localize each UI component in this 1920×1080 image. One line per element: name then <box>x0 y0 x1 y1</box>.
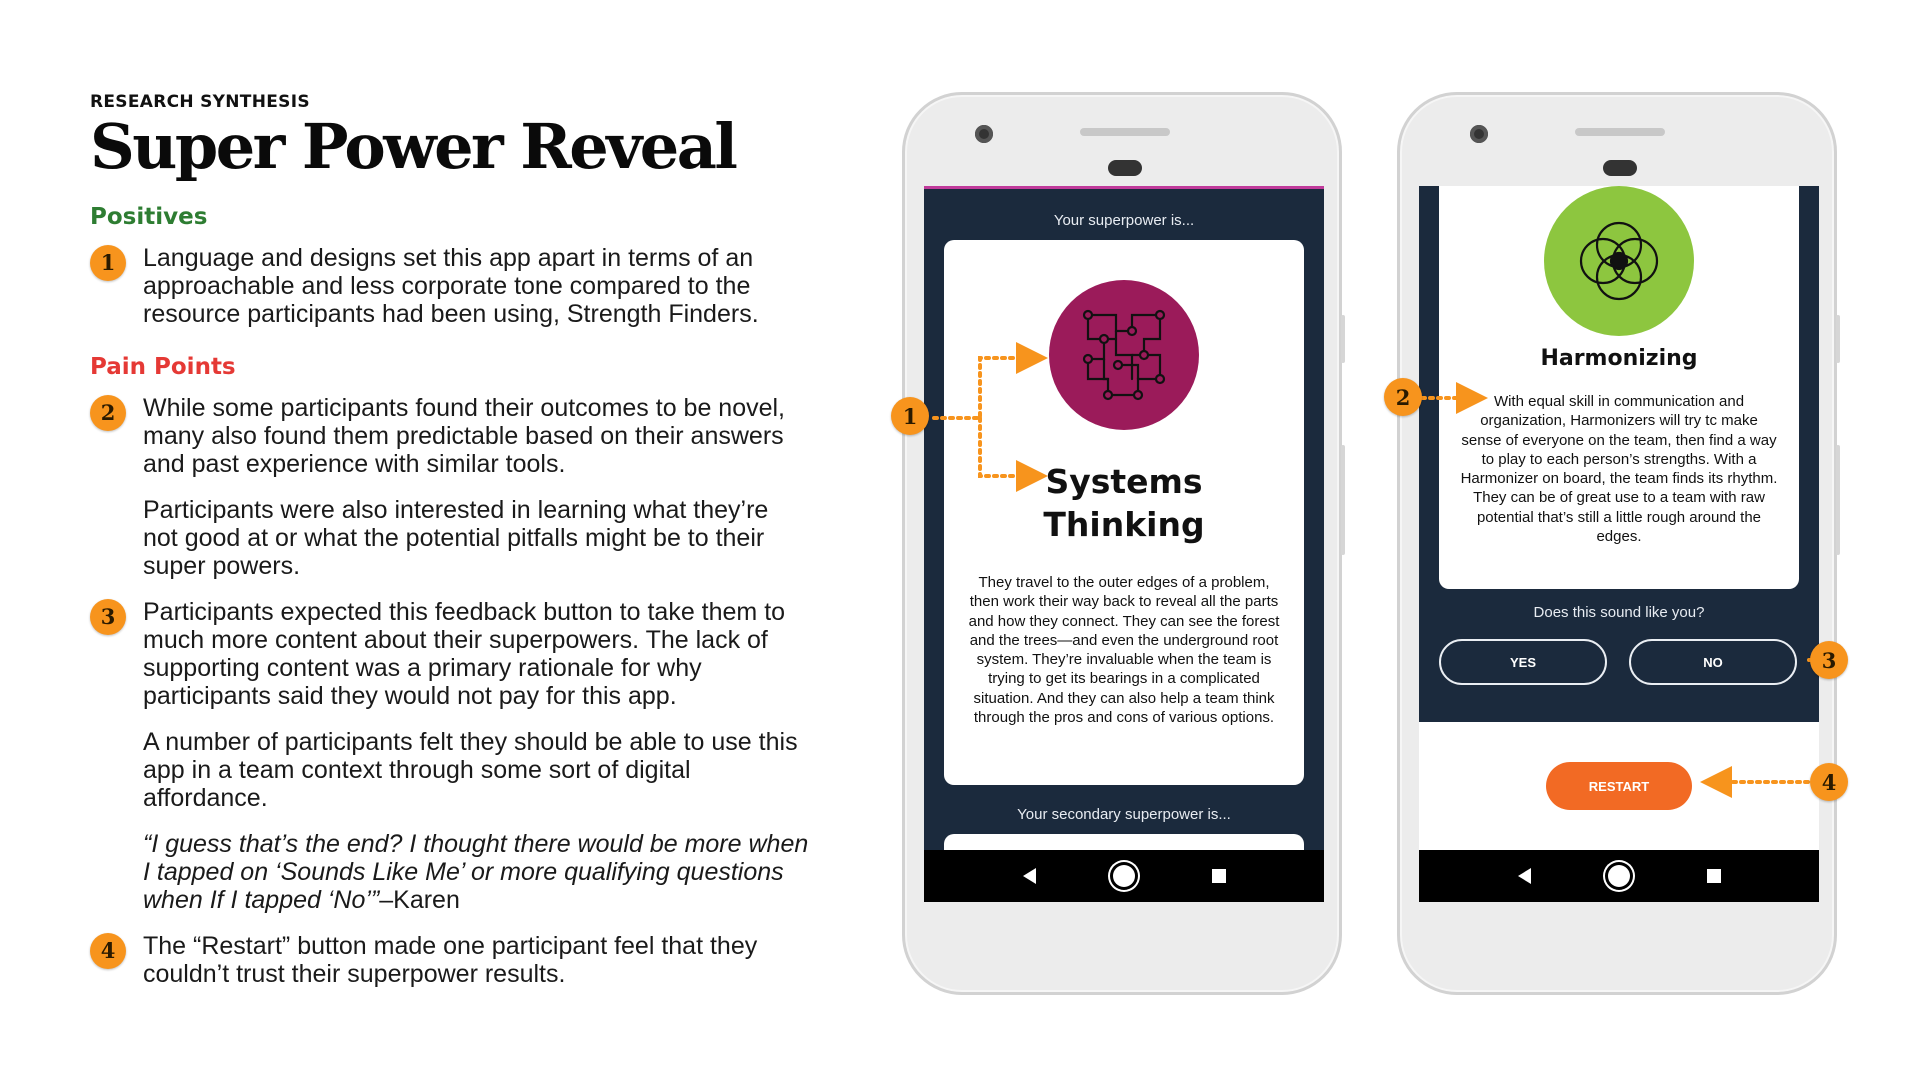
pain-point-item-3-followup <box>90 728 810 812</box>
no-button[interactable]: NO <box>1629 639 1797 685</box>
pain-point-item-2 <box>90 394 810 478</box>
restart-button[interactable]: RESTART <box>1546 762 1692 810</box>
superpower-description: They travel to the outer edges of a problem, then work their way back to reveal all the parts and how they connect. They can see the forest and the trees—and even the underground root system. They’re invaluable when the team is trying to get its bearings in a complicated situation. And they can also help a team think through the pros and cons of various options. <box>968 574 1280 727</box>
camera-icon <box>975 125 993 143</box>
callout-badge-4: 4 <box>1810 763 1848 801</box>
eyebrow: RESEARCH SYNTHESIS <box>90 92 310 112</box>
android-nav-bar <box>924 850 1324 902</box>
item-text: A number of participants felt they should be able to use this app in a team context through some sort of digital affordance. <box>143 728 798 812</box>
superpower-description: With equal skill in communication and organization, Harmonizers will try tc make sense of everyone on the team, then find a way to play to each person’s strengths. With a Harmonizer on board, the team finds its rhythm. They can be of great use to a team with raw potential that’s still a little rough around the edges. <box>1460 393 1778 546</box>
page-title: Super Power Reveal <box>90 110 736 183</box>
recents-icon[interactable] <box>1212 869 1226 883</box>
pain-point-item-4 <box>90 932 810 988</box>
pain-point-item-2-followup <box>90 496 810 580</box>
number-badge: 3 <box>90 599 126 635</box>
speaker-grille <box>1080 128 1170 136</box>
home-icon[interactable] <box>1608 865 1630 887</box>
participant-quote <box>90 830 810 914</box>
number-badge: 2 <box>90 395 126 431</box>
item-text: While some participants found their outcomes to be novel, many also found them predictable based on their answers and past experience with similar tools. <box>143 394 786 478</box>
number-badge: 4 <box>90 933 126 969</box>
phone-mockup-2 <box>1397 92 1837 995</box>
quote-author: –Karen <box>379 886 460 914</box>
sensor <box>1108 160 1142 176</box>
superpower-name: Systems Thinking <box>1043 462 1205 544</box>
top-accent-line <box>924 186 1324 189</box>
item-text: Participants were also interested in learning what they’re not good at or what the potential pitfalls might be to their super powers. <box>143 496 769 580</box>
superpower-card <box>1439 186 1799 589</box>
item-text: Participants expected this feedback button to take them to much more content about their superpowers. The lack of supporting content was a primary rationale for why participants said they would not pay for this app. <box>143 598 786 710</box>
interlocking-circles-icon <box>1544 186 1694 336</box>
phone-screen <box>1419 186 1819 902</box>
home-icon[interactable] <box>1113 865 1135 887</box>
camera-icon <box>1470 125 1488 143</box>
circuit-icon <box>1049 280 1199 430</box>
research-panel <box>90 92 810 988</box>
phone-screen <box>924 186 1324 902</box>
speaker-grille <box>1575 128 1665 136</box>
callout-badge-1: 1 <box>891 397 929 435</box>
phone-mockup-1 <box>902 92 1342 995</box>
superpower-name: Harmonizing <box>1540 346 1698 371</box>
pain-points-heading: Pain Points <box>90 354 236 380</box>
positives-heading: Positives <box>90 204 208 230</box>
secondary-superpower-label: Your secondary superpower is... <box>1017 806 1231 823</box>
callout-badge-3: 3 <box>1810 641 1848 679</box>
number-badge: 1 <box>90 245 126 281</box>
item-text: Language and designs set this app apart in terms of an approachable and less corporate tone compared to the resource participants had been using, Strength Finders. <box>143 244 759 328</box>
item-text: The “Restart” button made one participant feel that they couldn’t trust their superpower results. <box>143 932 758 988</box>
power-button <box>1341 445 1345 555</box>
pain-point-item-3 <box>90 598 810 710</box>
back-icon[interactable] <box>1518 868 1531 884</box>
volume-button <box>1341 315 1345 363</box>
android-nav-bar <box>1419 850 1819 902</box>
power-button <box>1836 445 1840 555</box>
volume-button <box>1836 315 1840 363</box>
back-icon[interactable] <box>1023 868 1036 884</box>
confirmation-question: Does this sound like you? <box>1533 604 1705 621</box>
yes-button[interactable]: YES <box>1439 639 1607 685</box>
quote-text: “I guess that’s the end? I thought there would be more when I tapped on ‘Sounds Like Me’ or more qualifying questions when If I tapped ‘No’” <box>143 830 809 914</box>
callout-badge-2: 2 <box>1384 378 1422 416</box>
positive-item-1 <box>90 244 810 328</box>
superpower-card <box>944 240 1304 785</box>
sensor <box>1603 160 1637 176</box>
superpower-label: Your superpower is... <box>1053 212 1195 229</box>
recents-icon[interactable] <box>1707 869 1721 883</box>
